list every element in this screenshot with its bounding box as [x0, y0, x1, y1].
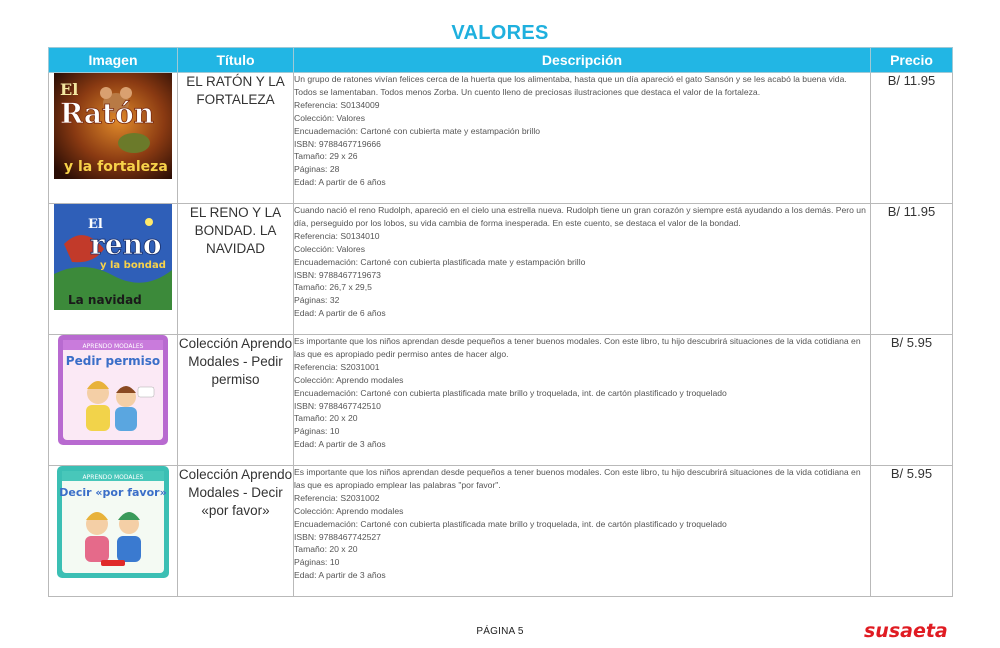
brand-logo-text: susaeta	[864, 620, 948, 641]
image-cell	[49, 73, 178, 204]
description-reference: Referencia: S2031002	[294, 492, 380, 503]
table-header	[49, 48, 953, 73]
table-row	[49, 204, 953, 335]
description-isbn: ISBN: 9788467742527	[294, 531, 381, 542]
description-collection: Colección: Valores	[294, 243, 366, 254]
column-header-image: Imagen	[49, 48, 178, 73]
table-row	[49, 466, 953, 597]
cover-series: APRENDO MODALES	[82, 343, 144, 350]
price: B/ 11.95	[871, 73, 953, 204]
description-collection: Colección: Aprendo modales	[294, 505, 404, 516]
cover-heading: El	[60, 80, 79, 99]
price: B/ 11.95	[871, 204, 953, 335]
cover-heading: El	[88, 217, 103, 232]
description-binding: Encuademación: Cartoné con cubierta mate y estampación brillo	[294, 125, 541, 136]
description-age: Edad: A partir de 6 años	[294, 308, 386, 319]
description-size: Tamaño: 26,7 x 29,5	[294, 282, 372, 293]
cover-subtitle: y la fortaleza	[64, 159, 168, 175]
description-summary: Un grupo de ratones vivían felices cerca de la huerta que los alimentaba, hasta que un día apareció el gato Sansón y se les acabó la buena vida. Todos se lamentaban. Todos menos Zorba. Un cuento lleno de preciosas ilustraciones que destaca el valor de la fortaleza.	[294, 74, 847, 97]
column-header-description: Descripción	[294, 48, 871, 73]
page-number: PÁGINA 5	[476, 626, 524, 637]
cover-word: Pedir permiso	[65, 354, 161, 368]
description-summary: Cuando nació el reno Rudolph, apareció en el cielo una estrella nueva. Rudolph tiene un gran corazón y siempre está ayudando a los demás. Pero un día, perseguido por los lobos, su vida cambia de forma inesperada. En este cuento, se destaca el valor de la bondad.	[294, 205, 866, 228]
description-reference: Referencia: S2031001	[294, 361, 380, 372]
price: B/ 5.95	[871, 335, 953, 466]
description-binding: Encuademación: Cartoné con cubierta plastificada mate brillo y troquelada, int. de cartón plastificado y troquelado	[294, 518, 727, 529]
description-pages: Páginas: 10	[294, 557, 340, 568]
description-size: Tamaño: 29 x 26	[294, 151, 358, 162]
description-binding: Encuademación: Cartoné con cubierta plastificada mate brillo y troquelada, int. de cartón plastificado y troquelado	[294, 387, 727, 398]
description-cell	[294, 335, 871, 466]
image-cell	[49, 204, 178, 335]
description-reference: Referencia: S0134010	[294, 230, 380, 241]
cover-word: Decir «por favor»	[59, 486, 167, 499]
description-cell	[294, 466, 871, 597]
book-cover-raton	[54, 73, 172, 179]
column-header-price: Precio	[871, 48, 953, 73]
description-cell	[294, 73, 871, 204]
table-row	[49, 335, 953, 466]
product-table	[48, 47, 953, 597]
description-collection: Colección: Aprendo modales	[294, 374, 404, 385]
description-isbn: ISBN: 9788467719673	[294, 269, 381, 280]
book-cover-reno	[54, 204, 172, 310]
description-pages: Páginas: 28	[294, 164, 340, 175]
description-collection: Colección: Valores	[294, 112, 366, 123]
image-cell	[49, 466, 178, 597]
description-cell	[294, 204, 871, 335]
cover-bottom-text: La navidad	[68, 293, 142, 307]
book-title: Colección Aprendo Modales - Decir «por favor»	[178, 466, 294, 597]
description-age: Edad: A partir de 3 años	[294, 570, 386, 581]
price: B/ 5.95	[871, 466, 953, 597]
description-size: Tamaño: 20 x 20	[294, 544, 358, 555]
cover-word: reno	[90, 228, 162, 261]
book-cover-pedir-permiso	[58, 335, 168, 445]
description-reference: Referencia: S0134009	[294, 99, 380, 110]
book-title: EL RATÓN Y LA FORTALEZA	[178, 73, 294, 204]
description-isbn: ISBN: 9788467742510	[294, 400, 381, 411]
page-title: VALORES	[451, 22, 549, 44]
description-isbn: ISBN: 9788467719666	[294, 138, 381, 149]
column-header-title: Título	[178, 48, 294, 73]
description-summary: Es importante que los niños aprendan desde pequeños a tener buenos modales. Con este libro, tu hijo descubrirá situaciones de la vida cotidiana en las que es apropiado emplear las palabras "por favor".	[294, 467, 861, 490]
description-summary: Es importante que los niños aprendan desde pequeños a tener buenos modales. Con este libro, tu hijo descubrirá situaciones de la vida cotidiana en las que es apropiado pedir permiso antes de hacer algo.	[294, 336, 861, 359]
cover-series: APRENDO MODALES	[82, 474, 144, 481]
book-cover-decir-por-favor	[57, 466, 169, 578]
description-age: Edad: A partir de 6 años	[294, 177, 386, 188]
cover-word: Ratón	[60, 97, 155, 130]
description-pages: Páginas: 32	[294, 295, 340, 306]
susaeta-logo	[864, 619, 948, 641]
book-title: Colección Aprendo Modales - Pedir permiso	[178, 335, 294, 466]
description-pages: Páginas: 10	[294, 426, 340, 437]
description-size: Tamaño: 20 x 20	[294, 413, 358, 424]
description-age: Edad: A partir de 3 años	[294, 439, 386, 450]
book-title: EL RENO Y LA BONDAD. LA NAVIDAD	[178, 204, 294, 335]
description-binding: Encuademación: Cartoné con cubierta plastificada mate y estampación brillo	[294, 256, 586, 267]
image-cell	[49, 335, 178, 466]
cover-subtitle: y la bondad	[100, 260, 166, 271]
table-row	[49, 73, 953, 204]
